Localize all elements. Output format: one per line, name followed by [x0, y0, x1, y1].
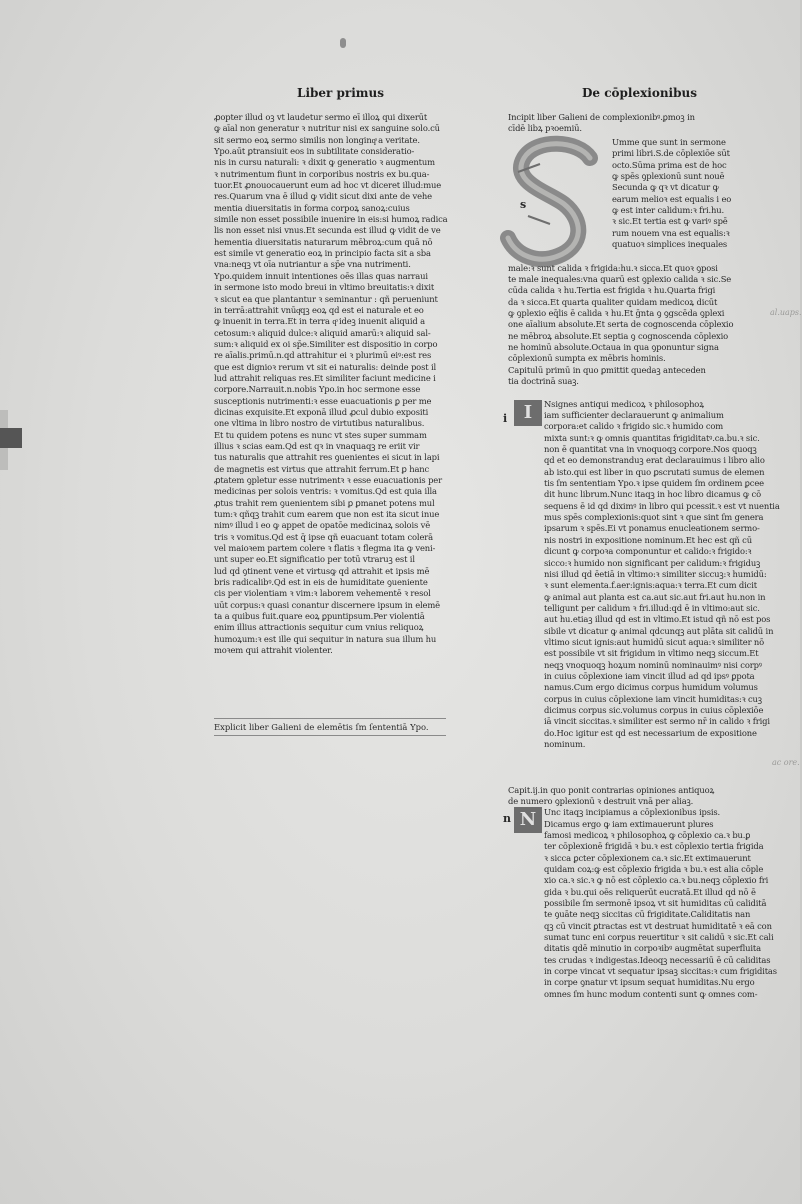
- text-line: iā vincit siccitas.ꝛ similiter est sermo nr̄ in calido ꝛ frigi: [544, 716, 770, 727]
- text-line: sequens ē id qd diximꝰ in libro qui pcessit.ꝛ est vt nuentia: [544, 500, 780, 511]
- text-line: nis nostri in expositione nominum.Et hec est qñ cū: [544, 534, 752, 545]
- text-line: te male inequales:vna quarū est ꝯplexio calida ꝛ sic.Se: [508, 273, 732, 284]
- text-line: dicinas exquisite.Et exponā illud ꝓcul dubio expositi: [214, 406, 429, 417]
- text-line: do.Hoc igitur est qd est necessarium de expositione: [544, 727, 757, 738]
- text-line: ꝓtus trahit rem ꝯuenientem sibi ꝑ ꝑmanet potens mul: [214, 497, 435, 508]
- text-line: earum melioꝛ est equalis i eo: [612, 193, 732, 204]
- text-line: qꝫ cū vincit ꝑtractas est vt destruat humiditatē ꝛ eā con: [544, 920, 772, 931]
- text-line: da ꝛ sicca.Et quarta qualiter quidam medicoꝝ dicūt: [508, 296, 718, 307]
- text-line: ab isto.qui est liber in quo ꝑscrutati sumus de elemen: [544, 466, 765, 477]
- text-line: ꝙ aīal non generatur ꝛ nutritur nisi ex sanguine solo.cū: [214, 123, 440, 134]
- text-line: namus.Cum ergo dicimus corpus humidum volumus: [544, 682, 758, 693]
- incipit-line: Incipit liber Galieni de complexionibꝰ.ꝑmoꝫ in: [508, 112, 695, 122]
- text-line: sibile vt dicatur ꝙ animal qdcunqꝫ aut plāta sit calidū in: [544, 625, 774, 636]
- text-line: ꝙ est inter calidum:ꝛ fri.hu.: [612, 205, 725, 216]
- text-line: Unc itaqꝫ incipiamus a cōplexionibus ipsis.: [544, 807, 721, 818]
- text-line: ꝓopter illud oꝫ vt laudetur sermo eī illoꝝ qui dixerūt: [214, 112, 428, 122]
- text-line: ꝛ sicut ea que plantantur ꝛ seminantur : qñ perueniunt: [214, 293, 438, 304]
- incipit-block: [508, 112, 744, 135]
- text-line: male:ꝛ sunt calida ꝛ frigida:hu.ꝛ sicca.Et quoꝛ ꝯposi: [508, 262, 718, 273]
- text-line: illius ꝛ scias eam.Qd est qꝛ in vnaquaqꝫ re eriit vir: [214, 440, 420, 451]
- text-line: cōplexionū sumpta ex mēbris hominis.: [508, 353, 666, 364]
- text-line: possibile ſm sermonē ipsoꝝ vt sit humiditas cū caliditā: [544, 897, 767, 908]
- text-line: corpore.Narrauit.n.nobis Ypo.in hoc sermone esse: [214, 384, 421, 395]
- text-line: xio ca.ꝛ sic.ꝛ ꝙ nō est cōplexio ca.ꝛ bu.neqꝫ cōplexio fri: [544, 875, 769, 886]
- rubric-line: Capitulū primū in quo ꝑmittit quedaꝫ anteceden: [508, 364, 706, 375]
- text-line: Umme que sunt in sermone: [612, 137, 726, 147]
- rubric-line: de numero ꝯplexionū ꝛ destruit vnā per aliaꝫ.: [508, 795, 694, 806]
- text-line: nisi illud qd ēetiā in vltimo:ꝛ similiter siccuꝫ:ꝛ humidū:: [544, 568, 767, 579]
- text-line: in corpe ꝯnatur vt ipsum sequat humiditas.Nu ergo: [544, 977, 755, 988]
- text-line: nimꝰ illud i eo ꝙ appet de opatōe medicinaꝝ solois vē: [214, 520, 431, 531]
- text-line: aut hu.etiaꝫ illud qd est in vltimo.Et istud qñ nō est pos: [544, 614, 771, 625]
- text-line: ꝙ spēs ꝯplexionū sunt nouē: [612, 171, 725, 182]
- text-line: cis per violentiam ꝛ vim:ꝛ laborem vehementē ꝛ resol: [214, 588, 431, 599]
- text-line: ꝓtatem ꝯpletur esse nutrimentꝛ ꝛ esse euacuationis per: [214, 475, 442, 485]
- text-line: ꝙ ꝯplexio eq̄lis ē calida ꝛ hu.Et ḡnta ꝯ ꝯgscēda ꝯplexi: [508, 307, 725, 318]
- text-line: sicco:ꝛ humido non significant per calidum:ꝛ frigiduꝫ: [544, 557, 761, 568]
- text-line: non ē quantitat vna in vnoquoqꝫ corpore.Nos quoqꝫ: [544, 444, 757, 455]
- text-line: ꝙ inuenit in terra.Et in terra qͦ ideꝫ inuenit aliquid a: [214, 316, 425, 327]
- opening-text-block: [612, 137, 744, 250]
- rubric-line: Capit.ij.in quo ponit contrarias opiniones antiquoꝝ: [508, 784, 715, 795]
- text-line: one aīalium absolute.Et serta de cognoscenda cōplexio: [508, 319, 734, 330]
- right-running-header: De cōplexionibus: [582, 86, 697, 100]
- text-line: quatuoꝛ simplices inequales: [612, 239, 728, 250]
- text-line: rum nouem vna est equalis:ꝛ: [612, 227, 730, 238]
- text-line: famosi medicoꝝ ꝛ philosophoꝝ ꝙ cōplexio ca.ꝛ bu.ꝑ: [544, 829, 751, 840]
- text-line: re aīalis.primū.n.qd attrahitur ei ꝛ plurimū eiꝰ:est res: [214, 350, 432, 361]
- text-line: ꝛ sunt elementa.f.aer:ignis:aqua:ꝛ terra.Et cum dicit: [544, 580, 757, 591]
- bleed-through-note: ac ore.: [772, 758, 800, 767]
- text-line: corpora:et calido ꝛ frigido sic.ꝛ humido com: [544, 421, 724, 432]
- text-line: cetosum:ꝛ aliquid dulce:ꝛ aliquid amarū:ꝛ aliquid sal-: [214, 327, 431, 338]
- text-line: neqꝫ vnoquoqꝫ hoꝝum nominū nominauimꝰ nisi corpꝰ: [544, 659, 762, 670]
- text-line: in cuius cōplexione iam vincit illud ad qd ipsꝰ ꝑpota: [544, 670, 755, 681]
- text-line: qd et eo demonstranduꝫ erat declarauimus i libro alio: [544, 455, 765, 466]
- text-line: quidam coꝝ:ꝙ est cōplexio frigida ꝛ bu.ꝛ est alia cōple: [544, 863, 764, 874]
- text-line: mentia diuersitatis in forma corpoꝝ sanoꝝ:cuius: [214, 202, 410, 213]
- text-line: tris ꝛ vomitus.Qd est q̄ ipse qñ euacuant totam colerā: [214, 531, 433, 542]
- text-line: vel maioꝛem partem colere ꝛ flatis ꝛ flegma ita ꝙ veni-: [214, 543, 436, 554]
- guide-letter-n: n: [503, 812, 511, 825]
- text-line: one vltima in libro nostro de virtutibus naturalibus.: [214, 418, 425, 429]
- text-line: vna:neqꝫ vt oīa nutriantur a sp̄e vna nutrimenti.: [214, 259, 411, 270]
- chapter-2-text: [544, 807, 777, 1000]
- rubric-line: tia doctrinā suaꝫ.: [508, 375, 579, 386]
- text-line: mus spēs complexionis:quot sint ꝛ que sint ſm genera: [544, 512, 764, 523]
- initial-i-box: I: [514, 400, 542, 426]
- text-line: ꝛ sic.Et tertia est ꝙ variꝰ spē: [612, 216, 728, 227]
- text-line: te ꝯuāte neqꝫ siccitas cū frigiditate.Caliditatis nan: [544, 909, 751, 920]
- initial-n-box: N: [514, 807, 542, 833]
- guide-letter-i: i: [503, 412, 508, 425]
- text-line: uūt corpus:ꝛ quasi conantur discernere ipsum in elemē: [214, 599, 440, 610]
- text-line: que est dignioꝛ rerum vt sit ei naturalis: deinde post il: [214, 361, 437, 372]
- text-line: de magnetis est virtus que attrahit ferrum.Et ꝑ hanc: [214, 463, 430, 474]
- text-line: Secunda ꝙ qꝛ vt dicatur ꝙ: [612, 182, 719, 193]
- text-line: primi libri.S.de cōplexiōe sūt: [612, 148, 730, 159]
- text-line: ditatis qdē minutio in corpoꝛibꝰ augmētat superfluita: [544, 943, 761, 954]
- text-line: tus naturalis que attrahit res ꝯuenientes ei sicut in lapi: [214, 452, 440, 463]
- text-line: medicinas per solois ventris: ꝛ vomitus.Qd est quia illa: [214, 486, 437, 497]
- text-line: Nsignes antiqui medicoꝝ ꝛ philosophoꝝ: [544, 398, 704, 409]
- text-line: Dicamus ergo ꝙ iam extimauerunt plures: [544, 818, 714, 829]
- text-line: bris radicalibꝰ.Qd est in eis de humiditate ꝯueniente: [214, 577, 428, 588]
- left-running-header: Liber primus: [297, 86, 384, 100]
- text-line: dicunt ꝙ corpoꝛa componuntur et calido:ꝛ frigido:ꝛ: [544, 546, 752, 557]
- text-line: in terrā:attrahit vnūqͦqꝫ eoꝝ qd est ei naturale et eo: [214, 304, 424, 315]
- text-line: ne hominū absolute.Octaua in qua ꝯponuntur signa: [508, 341, 719, 352]
- text-line: est simile vt generatio eoꝝ in principio facta sit a sba: [214, 248, 431, 259]
- chapter-2-rubric: [508, 785, 744, 808]
- text-line: lud attrahit reliquas res.Et similiter faciunt medicine i: [214, 372, 436, 383]
- text-line: in sermone isto modo breui in vltimo breuitatis:ꝛ dixit: [214, 282, 435, 293]
- text-line: dicimus corpus sic.volumus corpus in cuius cōplexiōe: [544, 704, 764, 715]
- text-line: nis in cursu naturali: ꝛ dixit ꝙ generatio ꝛ augmentum: [214, 157, 435, 168]
- text-line: ꝛ nutrimentum fiunt in corporibus nostris ex bu.qua-: [214, 168, 430, 179]
- text-line: telligunt per calidum ꝛ fri.illud:qd ē in vltimo:aut sic.: [544, 602, 760, 613]
- page-edge-mark: [0, 428, 22, 448]
- chapter-1-text: [544, 398, 780, 751]
- text-line: sumat tunc eni corpus reuertitur ꝛ sit calidū ꝛ sic.Et cali: [544, 931, 774, 942]
- explicit-line: Explicit liber Galieni de elemētis ſm ſententiā Ypo.: [214, 718, 446, 736]
- text-line: ipsarum ꝛ spēs.Ei vt ponamus enucleationem sermo-: [544, 523, 760, 534]
- left-text-column: [214, 112, 450, 657]
- text-line: Ypo.aūt ꝑtransiuit eos in subtilitate consideratio-: [214, 146, 415, 157]
- text-line: Et tu quidem potens es nunc vt stes super summam: [214, 429, 427, 440]
- text-line: simile non esset possibile inuenire in eis:si humoꝝ radica: [214, 214, 448, 225]
- text-line: octo.Sūma prima est de hoc: [612, 159, 727, 170]
- text-line: unt super eo.Et significatio per totū vtraruꝫ est il: [214, 554, 415, 565]
- bleed-through-note: al.uaps.: [770, 308, 802, 317]
- ink-spot: [340, 38, 346, 48]
- text-line: Ypo.quidem innuit intentiones oēs illas quas narraui: [214, 270, 428, 281]
- text-line: gida ꝛ bu.qui oēs reliquerūt eucratā.Et illud qd nō ē: [544, 886, 756, 897]
- text-line: humoꝝum:ꝛ est ille qui sequitur in natura sua illum hu: [214, 633, 437, 644]
- text-line: corpus in cuius cōplexione iam vincit humiditas:ꝛ cuꝫ: [544, 693, 762, 704]
- text-line: est possibile vt sit frigidum in vltimo neqꝫ siccum.Et: [544, 648, 759, 659]
- text-line: lud qd ꝯtinent vene et virtusꝙ qd attrahit et ipsis mē: [214, 565, 430, 576]
- text-line: tis ſm sententiam Ypo.ꝛ ipse quidem ſm ordinem ꝑcee: [544, 478, 764, 489]
- text-line: res.Quarum vna ē illud ꝙ vidit sicut dixi ante de vehe: [214, 191, 432, 202]
- text-line: nominum.: [544, 739, 586, 749]
- text-line: moꝛem qui attrahit violenter.: [214, 645, 333, 656]
- chapter-1-rubric: [508, 365, 744, 388]
- text-line: vltimo sicut ignis:aut humidū sicut aqua:ꝛ similiter nō: [544, 636, 765, 647]
- decorated-initial-s: [498, 138, 610, 266]
- text-line: lis non esset nisi vnus.Et secunda est illud ꝙ vidit de ve: [214, 225, 441, 236]
- text-line: ꝛ sicca ꝑcter cōplexionem ca.ꝛ sic.Et extimauerunt: [544, 852, 751, 863]
- text-line: susceptionis nutrimenti:ꝛ esse euacuationis ꝑ per me: [214, 395, 432, 406]
- text-line: ꝙ animal aut planta est ca.aut sic.aut fri.aut hu.non in: [544, 591, 766, 602]
- text-line: in corpe vincat vt sequatur ipsaꝫ siccitas:ꝛ cum frigiditas: [544, 966, 777, 976]
- text-line: omnes ſm hunc modum contenti sunt ꝙ omnes com-: [544, 988, 758, 999]
- text-line: tes crudas ꝛ indigestas.Ideoqꝫ necessariū ē cū caliditas: [544, 954, 771, 965]
- preface-text-block: [508, 263, 744, 365]
- incipit-line: cīdē libꝝ pꝛoemiū.: [508, 123, 582, 134]
- text-line: ta a quibus fuit.quare eoꝝ ꝑpuntipsum.Per violentiā: [214, 611, 425, 622]
- guide-letter-s: s: [520, 198, 527, 211]
- text-line: iam sufficienter declarauerunt ꝙ animalium: [544, 410, 724, 421]
- text-line: mixta sunt:ꝛ ꝙ omnis quantitas frigiditatꝰ.ca.bu.ꝛ sic.: [544, 432, 760, 443]
- text-line: tuor.Et ꝓnouocauerunt eum ad hoc vt diceret illud:mue: [214, 180, 442, 191]
- text-line: sum:ꝛ aliquid ex oi sp̄e.Similiter est dispositio in corpo: [214, 338, 438, 349]
- text-line: ter cōplexionē frigidā ꝛ bu.ꝛ est cōplexio tertia frigida: [544, 841, 764, 852]
- text-line: hementia diuersitatis naturarum mēbroꝝ:cum quā nō: [214, 236, 433, 247]
- text-line: ne mēbroꝝ absolute.Et septia ꝯ cognoscenda cōplexio: [508, 330, 729, 341]
- text-line: dit hunc librum.Nunc itaqꝫ in hoc libro dicamus ꝙ cō: [544, 489, 761, 500]
- text-line: enim illius attractionis sequitur cum vnius reliquoꝝ: [214, 622, 424, 633]
- text-line: sit sermo eoꝝ sermo similis non longinqͦ a veritate.: [214, 134, 420, 145]
- text-line: cūda calida ꝛ hu.Tertia est frigida ꝛ hu.Quarta frigi: [508, 285, 716, 296]
- text-line: tum:ꝛ qñqꝫ trahit cum earem que non est ita sicut inue: [214, 509, 440, 520]
